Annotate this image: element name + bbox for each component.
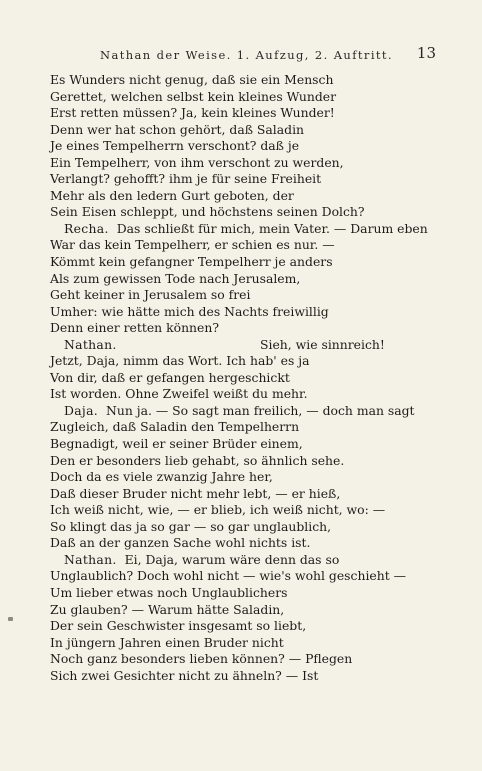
verse-line: Sein Eisen schleppt, und höchstens seinen Dolch?	[50, 204, 365, 220]
verse-line: Es Wunders nicht genug, daß sie ein Mensch	[50, 72, 334, 87]
verse-text	[50, 72, 440, 684]
verse-line: Verlangt? gehofft? ihm je für seine Freiheit	[50, 171, 322, 187]
verse-line: Doch da es viele zwanzig Jahre her,	[50, 469, 273, 485]
speech-line	[50, 337, 440, 354]
running-title: Nathan der Weise. 1. Aufzug, 2. Auftritt.	[100, 48, 393, 62]
verse-line: Gerettet, welchen selbst kein kleines Wunder	[50, 88, 337, 104]
verse-line: Um lieber etwas noch Unglaublichers	[50, 584, 288, 600]
margin-mark	[8, 617, 13, 621]
verse-line: Kömmt kein gefangner Tempelherr je anders	[50, 254, 333, 270]
verse-line: Ein Tempelherr, von ihm verschont zu werden,	[50, 154, 344, 170]
verse-line: Begnadigt, weil er seiner Brüder einem,	[50, 436, 303, 452]
speech-text: Das schließt für mich, mein Vater. — Darum eben	[116, 220, 428, 236]
verse-line: Noch ganz besonders lieben können? — Pflegen	[50, 651, 353, 667]
speech-text: Sieh, wie sinnreich!	[260, 336, 385, 352]
verse-line: Der sein Geschwister insgesamt so liebt,	[50, 618, 307, 634]
speech-line	[50, 221, 440, 238]
verse-line: In jüngern Jahren einen Bruder nicht	[50, 634, 284, 650]
speaker-name: Recha.	[64, 220, 109, 236]
verse-line: Von dir, daß er gefangen hergeschickt	[50, 369, 290, 385]
verse-line: Den er besonders lieb gehabt, so ähnlich sehe.	[50, 452, 345, 468]
verse-line: Erst retten müssen? Ja, kein kleines Wunder!	[50, 105, 335, 121]
speaker-name: Daja.	[64, 402, 98, 418]
speech-text: Nun ja. — So sagt man freilich, — doch man sagt	[106, 402, 415, 418]
verse-line: Sich zwei Gesichter nicht zu ähneln? — Ist	[50, 667, 319, 683]
speech-text: Ei, Daja, warum wäre denn das so	[124, 551, 340, 567]
speech-line	[50, 403, 440, 420]
verse-line: Denn einer retten können?	[50, 320, 219, 336]
verse-line: Daß dieser Bruder nicht mehr lebt, — er hieß,	[50, 485, 341, 501]
page-header	[50, 44, 440, 66]
verse-line: War das kein Tempelherr, er schien es nur. —	[50, 237, 335, 253]
verse-line: Unglaublich? Doch wohl nicht — wie's wohl geschieht —	[50, 568, 407, 584]
verse-line: Jetzt, Daja, nimm das Wort. Ich hab' es ja	[50, 353, 310, 369]
verse-line: Je eines Tempelherrn verschont? daß je	[50, 138, 300, 154]
verse-line: Denn wer hat schon gehört, daß Saladin	[50, 121, 305, 137]
page-number: 13	[416, 44, 436, 62]
verse-line: Mehr als den ledern Gurt geboten, der	[50, 187, 294, 203]
verse-line: Als zum gewissen Tode nach Jerusalem,	[50, 270, 301, 286]
verse-line: Ist worden. Ohne Zweifel weißt du mehr.	[50, 386, 308, 402]
speaker-name: Nathan.	[64, 336, 117, 352]
verse-line: Zugleich, daß Saladin den Tempelherrn	[50, 419, 300, 435]
verse-line: Ich weiß nicht, wie, — er blieb, ich weiß nicht, wo: —	[50, 502, 386, 518]
verse-line: Daß an der ganzen Sache wohl nichts ist.	[50, 535, 311, 551]
speaker-name: Nathan.	[64, 551, 117, 567]
verse-line: Zu glauben? — Warum hätte Saladin,	[50, 601, 285, 617]
verse-line: Geht keiner in Jerusalem so frei	[50, 287, 251, 303]
speech-line	[50, 552, 440, 569]
verse-line: Umher: wie hätte mich des Nachts freiwillig	[50, 303, 329, 319]
verse-line: So klingt das ja so gar — so gar unglaublich,	[50, 518, 332, 534]
